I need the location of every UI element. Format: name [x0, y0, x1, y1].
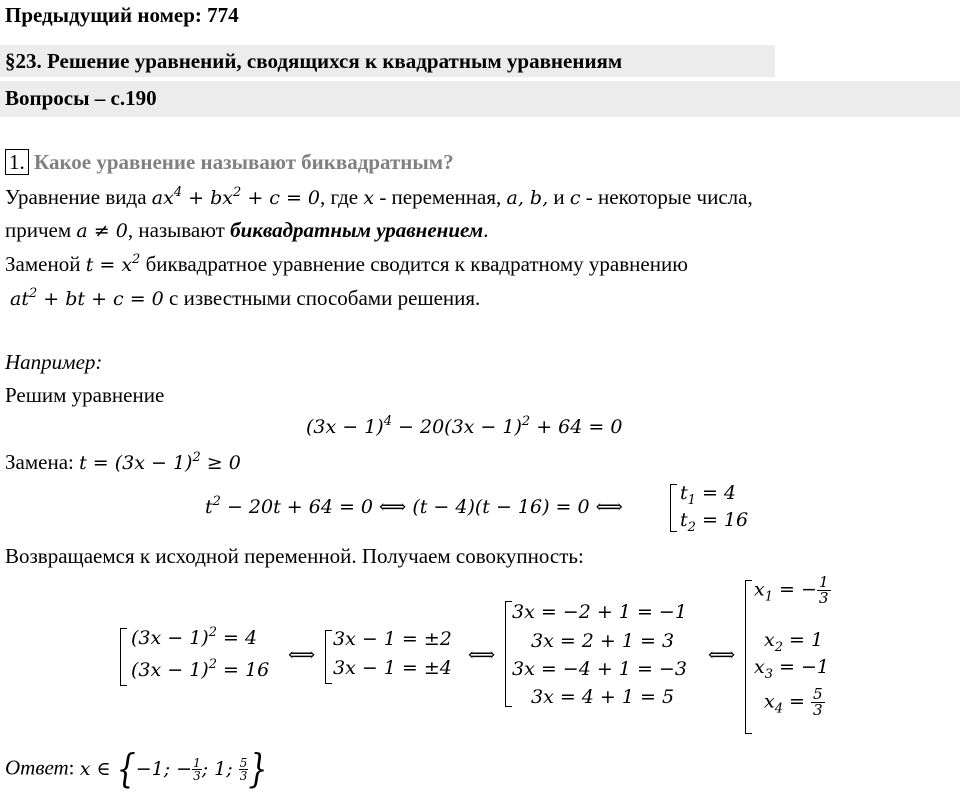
- x1-root: $x_1$ = − $\frac{1}{3}$: [754, 573, 829, 608]
- var-c: c: [569, 187, 581, 209]
- c2-line-2: 3x − 1 = ±4: [333, 657, 452, 679]
- answer-label: Ответ: [5, 755, 69, 780]
- definition-line-2: [5, 218, 488, 243]
- text: и: [548, 185, 570, 209]
- x3-root: $x_3 = -1$: [754, 656, 830, 682]
- return-text: Возвращаемся к исходной переменной. Получаем совокупность:: [5, 544, 584, 568]
- c1-line-2: $(3x - 1)^2 = 16$: [131, 657, 270, 681]
- term: биквадратным уравнением: [230, 218, 484, 242]
- example-label: Например:: [5, 350, 103, 374]
- collection-4-bracket: [745, 580, 752, 734]
- fraction: $\frac{5}{3}$: [813, 685, 823, 720]
- iff-3: ⟺: [708, 644, 736, 666]
- definition-line-1: [5, 185, 753, 210]
- biquad-formula: $ax^4 + bx^2 + c = 0$: [151, 185, 321, 209]
- question-text: Какое уравнение называют биквадратным?: [34, 150, 454, 174]
- fraction: $\frac{5}{3}$: [239, 756, 248, 783]
- collection-3-bracket: [505, 601, 512, 707]
- var-x: x: [363, 187, 375, 209]
- text: - некоторые числа,: [580, 185, 753, 209]
- text: - переменная,: [374, 185, 507, 209]
- substitution: $t = x^2$: [85, 252, 141, 276]
- condition: a ≠ 0: [76, 220, 128, 242]
- t-system-bracket: [670, 484, 677, 532]
- c1-line-1: $(3x - 1)^2 = 4$: [131, 625, 258, 649]
- text: причем: [5, 218, 77, 242]
- collection-1-bracket: [120, 628, 127, 686]
- t-equation: $t^2 - 20t + 64 = 0$ ⟺ (t − 4)(t − 16) = 0 ⟺: [205, 494, 623, 518]
- text: :: [68, 755, 80, 780]
- collection-2-bracket: [325, 630, 332, 684]
- section-title: §23. Решение уравнений, сводящихся к квадратным уравнениям: [5, 49, 623, 73]
- substitution-line: [5, 450, 241, 475]
- answer-set: x ∈ {−1; − $\frac{1}{3}$ ; 1; $\frac{5}{3}$ }: [79, 746, 268, 792]
- text: , называют: [127, 218, 231, 242]
- text: , где: [320, 185, 364, 209]
- text: Уравнение вида: [5, 185, 152, 209]
- text: .: [483, 218, 489, 242]
- iff-2: ⟺: [468, 644, 496, 666]
- main-equation: $(3x - 1)^4 - 20(3x - 1)^2 + 64 = 0$: [306, 414, 623, 438]
- c3-line-4: 3x = 4 + 1 = 5: [531, 686, 675, 708]
- substitution-formula: $t = (3x - 1)^2 \ge 0$: [79, 450, 241, 474]
- previous-number-heading: Предыдущий номер: 774: [5, 3, 239, 27]
- definition-line-3: [5, 252, 688, 277]
- c2-line-1: 3x − 1 = ±2: [333, 628, 452, 650]
- c3-line-2: 3x = 2 + 1 = 3: [531, 630, 675, 652]
- definition-line-4: [10, 286, 480, 311]
- text: Заменой: [5, 252, 86, 276]
- text: биквадратное уравнение сводится к квадратному уравнению: [140, 252, 688, 276]
- quadratic-formula: $at^2$ + bt + c = 0: [10, 286, 164, 310]
- x4-root: $x_4$ = $\frac{5}{3}$: [764, 685, 823, 720]
- questions-heading: Вопросы – с.190: [5, 86, 157, 110]
- question-number: 1.: [5, 149, 29, 175]
- x2-root: $x_2 = 1$: [764, 629, 824, 655]
- fraction: $\frac{1}{3}$: [193, 756, 201, 783]
- question-1: [5, 150, 454, 175]
- t2-root: $t_2 = 16$: [680, 509, 749, 535]
- text: Замена:: [5, 450, 80, 474]
- c3-line-3: 3x = −4 + 1 = −3: [512, 658, 687, 680]
- coefficients: a, b,: [506, 187, 549, 209]
- fraction: $\frac{1}{3}$: [818, 573, 829, 608]
- iff-1: ⟺: [288, 644, 316, 666]
- answer-line: [5, 746, 268, 792]
- text: с известными способами решения.: [163, 286, 481, 310]
- solve-text: Решим уравнение: [5, 383, 165, 407]
- c3-line-1: 3x = −2 + 1 = −1: [512, 601, 687, 623]
- t1-root: $t_1 = 4$: [680, 482, 737, 508]
